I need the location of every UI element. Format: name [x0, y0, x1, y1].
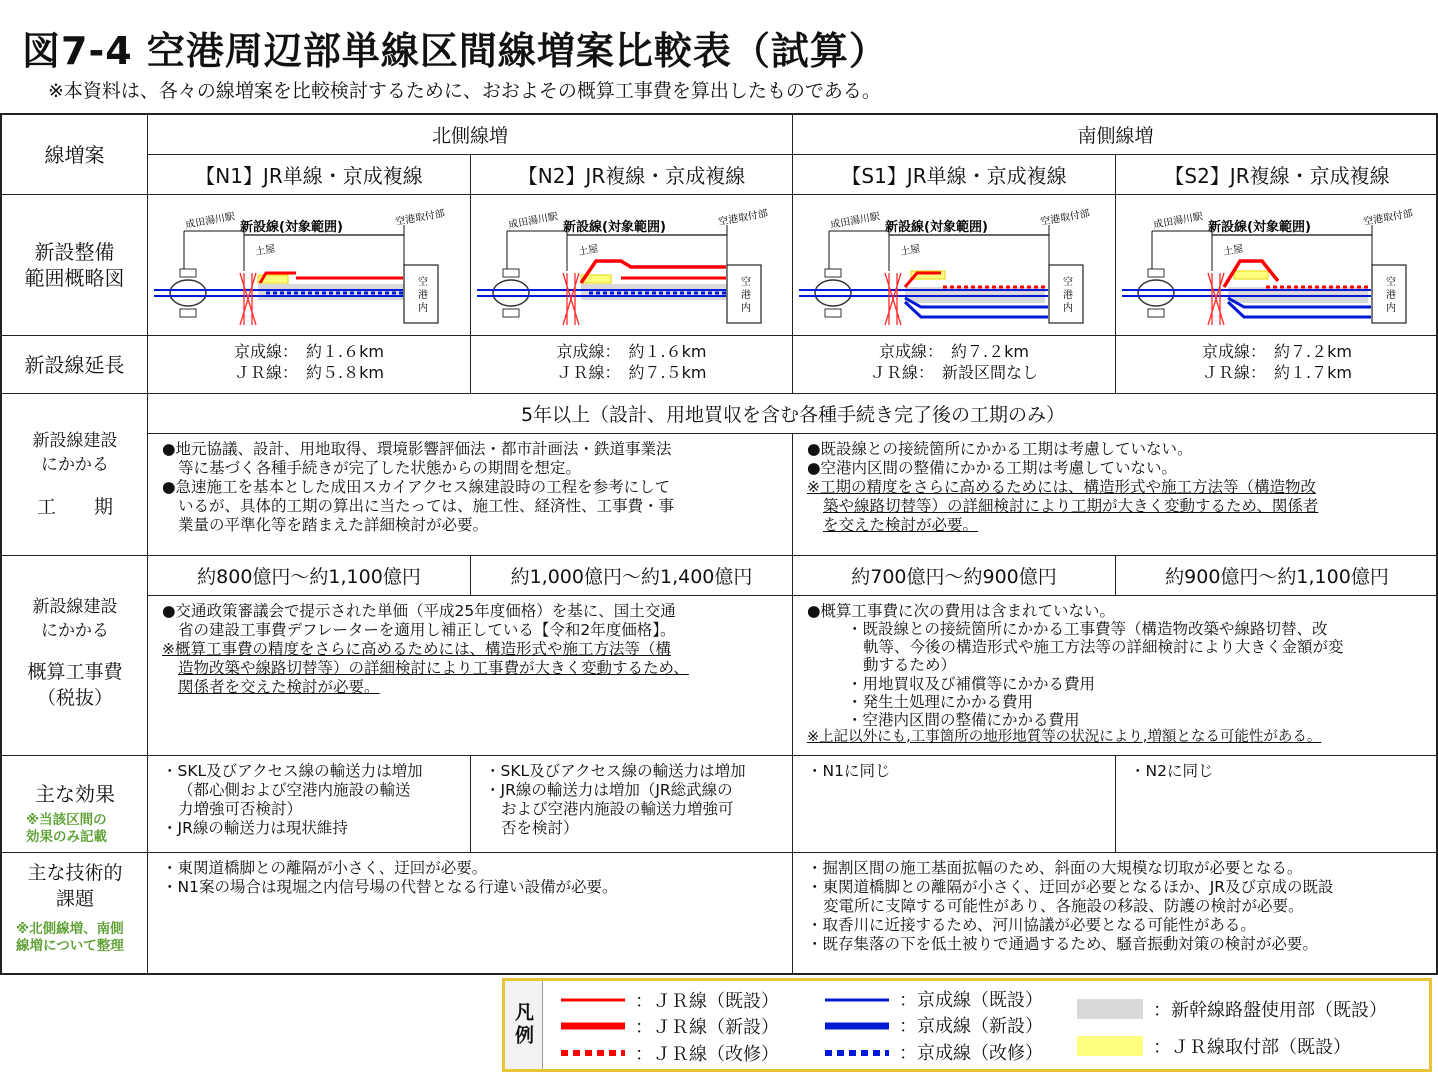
- note-line: 築や線路切替等）の詳細検討により工期が大きく変動するため、関係者: [823, 496, 1319, 515]
- tech-line: ・東関道橋脚との離隔が小さく、迂回が必要。: [162, 859, 488, 877]
- station-platform: [825, 309, 841, 317]
- note-line: ・既設線との接続箇所にかかる工事費等（構造物改築や線路切替、改: [847, 620, 1328, 639]
- cost-north-notes: [148, 596, 793, 756]
- legend-heading: 凡例: [505, 981, 543, 1069]
- station-icon: [815, 280, 851, 306]
- period-summary: 5年以上（設計、用地買収を含む各種手続き完了後の工期のみ）: [148, 394, 1438, 434]
- effect-line: ・SKL及びアクセス線の輸送力は増加: [485, 762, 746, 780]
- note-line: 動するため）: [863, 656, 957, 675]
- route-diagram: [148, 195, 470, 335]
- diagram-n1: [148, 195, 471, 336]
- tech-line: ・東関道橋脚との離隔が小さく、迂回が必要となるほか、JR及び京成の既設: [807, 877, 1334, 896]
- station-icon: [1138, 280, 1174, 306]
- keisei-new-line: [1228, 302, 1371, 317]
- effect-line: ・JR線の輸送力は増加（JR総武線の: [485, 780, 733, 799]
- note-line: ●既設線との接続箇所にかかる工期は考慮していない。: [807, 440, 1193, 458]
- row-label-plan: 線増案: [2, 115, 148, 195]
- airport-end-label: 空港取付部: [1039, 208, 1091, 228]
- tech-line: ・取香川に近接するため、河川協議が必要となる可能性がある。: [807, 915, 1256, 934]
- route-diagram: [471, 195, 793, 335]
- legend-jr-attach: ：ＪＲ線取付部（既設）: [1153, 1037, 1351, 1058]
- effect-line: 力増強可否検討）: [178, 799, 303, 818]
- note-line: ・発生土処理にかかる費用: [847, 692, 1034, 711]
- new-line-label: 新設線(対象範囲): [563, 220, 666, 235]
- tech-north: [148, 853, 793, 975]
- tech-line: ・N1案の場合は現堀之内信号場の代替となる行違い設備が必要。: [162, 877, 618, 896]
- length-n1: 京成線： 約１.６km ＪＲ線： 約５.８km: [148, 336, 471, 394]
- tech-south: [793, 853, 1438, 975]
- station-label: 成田湯川駅: [829, 211, 881, 231]
- airport-label: 空港内: [1383, 276, 1395, 312]
- plan-n1-header: 【N1】JR単線・京成複線: [148, 155, 471, 195]
- crossing-structure: [885, 273, 901, 325]
- legend-jr-existing: ：ＪＲ線（既設）: [635, 991, 779, 1012]
- effect-line: および空港内施設の輸送力増強可: [501, 799, 734, 818]
- station-platform: [1148, 269, 1164, 277]
- plan-n2-header: 【N2】JR複線・京成複線: [471, 155, 793, 195]
- cost-s1: 約700億円～約900億円: [793, 556, 1116, 596]
- station-icon: [493, 280, 529, 306]
- effect-line: ・N1に同じ: [807, 762, 891, 780]
- tech-line: ・既存集落の下を低土被りで通過するため、騒音振動対策の検討が必要。: [807, 934, 1318, 953]
- airport-end-label: 空港取付部: [1362, 208, 1414, 228]
- crossing-structure: [563, 273, 579, 325]
- row-label-effect: [2, 756, 148, 853]
- embankment-label: 土屋: [577, 243, 600, 258]
- effect-line: ・SKL及びアクセス線の輸送力は増加: [162, 762, 423, 780]
- note-line: 省の建設工事費デフレーターを適用し補正している【令和2年度価格】。: [178, 620, 676, 639]
- comparison-table: [0, 113, 1438, 975]
- cost-s2: 約900億円～約1,100億円: [1116, 556, 1438, 596]
- row-label-period: [2, 394, 148, 556]
- note-line: ●空港内区間の整備にかかる工期は考慮していない。: [807, 458, 1178, 477]
- legend-jr-new: ：ＪＲ線（新設）: [635, 1017, 779, 1038]
- effect-n1: [148, 756, 471, 853]
- effect-s2: [1116, 756, 1438, 853]
- note-line: ※上記以外にも,工事箇所の地形地質等の状況により,増額となる可能性がある。: [807, 728, 1322, 745]
- cost-south-notes: [793, 596, 1438, 756]
- length-s2: 京成線： 約７.２km ＪＲ線： 約１.７km: [1116, 336, 1438, 394]
- note-line: ・用地買収及び補償等にかかる費用: [847, 674, 1096, 693]
- page-subtitle: ※本資料は、各々の線増案を比較検討するために、おおよその概算工事費を算出したものである。: [48, 80, 881, 102]
- note-line: 業量の平準化等を踏まえた詳細検討が必要。: [178, 515, 489, 534]
- diagram-s2: [1116, 195, 1438, 336]
- tech-line: ・掘割区間の施工基面拡幅のため、斜面の大規模な切取が必要となる。: [807, 859, 1303, 877]
- station-platform: [180, 309, 196, 317]
- note-line: ●地元協議、設計、用地取得、環境影響評価法・都市計画法・鉄道事業法: [162, 440, 672, 458]
- plan-s1-header: 【S1】JR単線・京成複線: [793, 155, 1116, 195]
- diagram-s1: [793, 195, 1116, 336]
- jr-attach-swatch: [1077, 1036, 1143, 1056]
- legend-shinkansen: ：新幹線路盤使用部（既設）: [1153, 1000, 1387, 1021]
- airport-label: 空港内: [738, 276, 750, 312]
- new-line-label: 新設線(対象範囲): [240, 220, 343, 235]
- plan-s2-header: 【S2】JR複線・京成複線: [1116, 155, 1438, 195]
- note-line: いるが、具体的工期の算出に当たっては、施工性、経済性、工事費・事: [178, 496, 675, 515]
- embankment-label: 土屋: [254, 243, 277, 258]
- note-line: 造物改築や線路切替等）の詳細検討により工事費が大きく変動するため、: [178, 658, 689, 677]
- legend-keisei-new: ：京成線（新設）: [899, 1016, 1043, 1037]
- period-label-top: 新設線建設 にかかる: [32, 431, 118, 475]
- tech-note: ※北側線増、南側 線増について整理: [16, 921, 124, 954]
- cost-label-top: 新設線建設 にかかる: [32, 597, 118, 641]
- effect-line: ・N2に同じ: [1130, 762, 1214, 780]
- embankment-label: 土屋: [1222, 243, 1245, 258]
- crossing-structure: [1208, 273, 1224, 325]
- airport-end-label: 空港取付部: [717, 208, 769, 228]
- row-label-length: 新設線延長: [2, 336, 148, 394]
- airport-label: 空港内: [1060, 276, 1072, 312]
- legend-keisei-repair: ：京成線（改修）: [899, 1043, 1043, 1064]
- station-platform: [503, 269, 519, 277]
- note-line: 軌等、今後の構造形式や施工方法等の詳細検討により大きく金額が変: [863, 638, 1344, 657]
- row-label-tech: [2, 853, 148, 975]
- airport-label: 空港内: [415, 276, 427, 312]
- tech-label: 主な技術的 課題: [27, 862, 123, 910]
- new-line-label: 新設線(対象範囲): [1208, 220, 1311, 235]
- effect-line: （都心側および空港内施設の輸送: [178, 780, 411, 799]
- legend-keisei-existing: ：京成線（既設）: [899, 990, 1043, 1011]
- airport-end-label: 空港取付部: [394, 208, 446, 228]
- effect-line: 否を検討）: [501, 818, 579, 837]
- note-line: ・空港内区間の整備にかかる費用: [847, 710, 1080, 729]
- page-title: 図7-4 空港周辺部単線区間線増案比較表（試算）: [22, 29, 888, 73]
- note-line: ※工期の精度をさらに高めるためには、構造形式や施工方法等（構造物改: [807, 477, 1316, 496]
- header-north: 北側線増: [148, 115, 793, 155]
- cost-label-bottom: 概算工事費 （税抜）: [27, 661, 123, 709]
- period-south-notes: [793, 434, 1438, 556]
- shinkansen-swatch: [1077, 999, 1143, 1019]
- station-platform: [180, 269, 196, 277]
- note-line: 関係者を交えた検討が必要。: [178, 677, 380, 696]
- effect-line: ・JR線の輸送力は現状維持: [162, 818, 348, 837]
- cost-n1: 約800億円～約1,100億円: [148, 556, 471, 596]
- route-diagram: [793, 195, 1115, 335]
- route-diagram: [1116, 195, 1438, 335]
- crossing-structure: [240, 273, 256, 325]
- station-platform: [825, 269, 841, 277]
- period-north-notes: [148, 434, 793, 556]
- effect-label: 主な効果: [35, 782, 115, 806]
- note-line: ※概算工事費の精度をさらに高めるためには、構造形式や施工方法等（構: [162, 639, 671, 658]
- row-label-diagram: 新設整備 範囲概略図: [2, 195, 148, 336]
- embankment-label: 土屋: [899, 243, 922, 258]
- station-platform: [503, 309, 519, 317]
- note-line: 等に基づく各種手続きが完了した状態からの期間を想定。: [178, 458, 582, 477]
- jr-attach-area: [1234, 271, 1268, 279]
- effect-s1: [793, 756, 1116, 853]
- station-label: 成田湯川駅: [1152, 211, 1204, 231]
- cost-n2: 約1,000億円～約1,400億円: [471, 556, 793, 596]
- station-platform: [1148, 309, 1164, 317]
- length-s1: 京成線： 約７.２km ＪＲ線： 新設区間なし: [793, 336, 1116, 394]
- row-label-cost: [2, 556, 148, 756]
- length-n2: 京成線： 約１.６km ＪＲ線： 約７.５km: [471, 336, 793, 394]
- keisei-new-line: [905, 302, 1048, 317]
- period-label-bottom: 工 期: [36, 496, 113, 518]
- legend: [502, 978, 1432, 1072]
- new-line-label: 新設線(対象範囲): [885, 220, 988, 235]
- station-icon: [170, 280, 206, 306]
- tech-line: 変電所に支障する可能性があり、各施設の移設、防護の検討が必要。: [823, 896, 1304, 915]
- note-line: を交えた検討が必要。: [823, 515, 979, 534]
- effect-n2: [471, 756, 793, 853]
- effect-note: ※当該区間の 効果のみ記載: [26, 812, 107, 845]
- diagram-n2: [471, 195, 793, 336]
- header-south: 南側線増: [793, 115, 1438, 155]
- note-line: ●急速施工を基本とした成田スカイアクセス線建設時の工程を参考にして: [162, 477, 671, 496]
- station-label: 成田湯川駅: [507, 211, 559, 231]
- note-line: ●交通政策審議会で提示された単価（平成25年度価格）を基に、国土交通: [162, 602, 676, 620]
- legend-jr-repair: ：ＪＲ線（改修）: [635, 1044, 779, 1065]
- station-label: 成田湯川駅: [184, 211, 236, 231]
- note-line: ●概算工事費に次の費用は含まれていない。: [807, 602, 1116, 620]
